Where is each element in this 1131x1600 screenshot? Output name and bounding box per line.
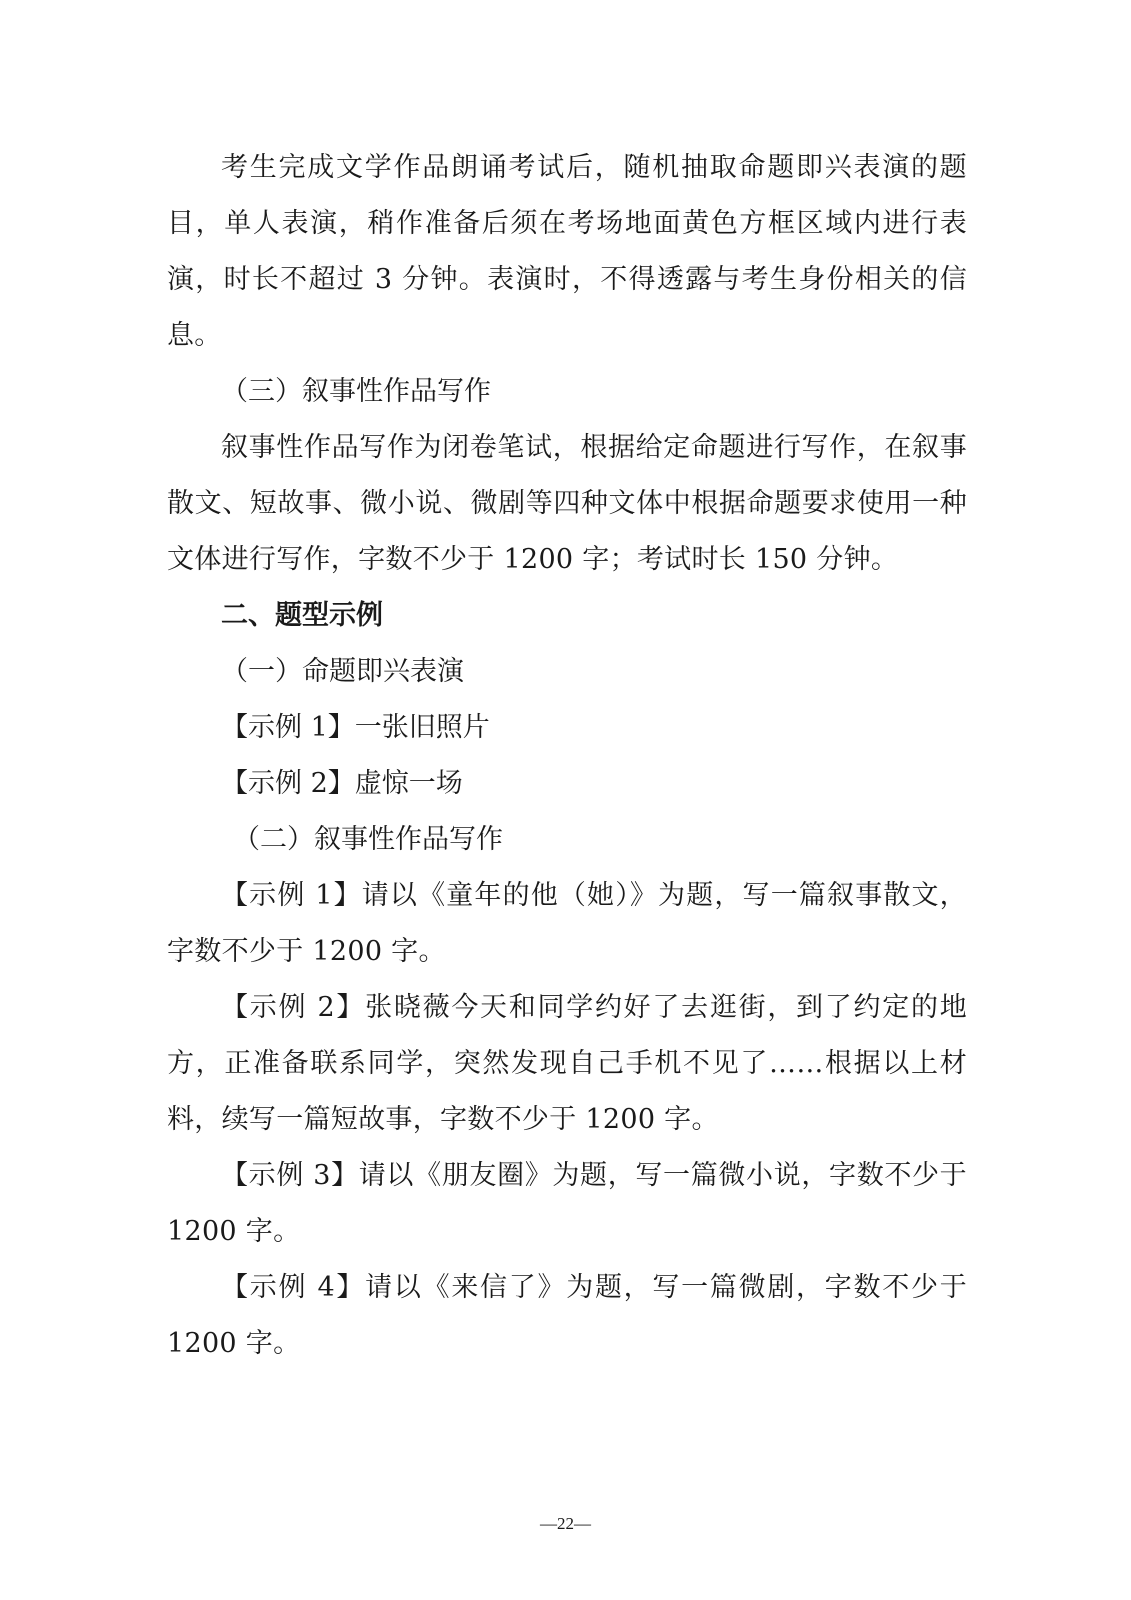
subsection-heading-improv: （一）命题即兴表演 bbox=[221, 656, 464, 687]
section-heading-narrative-writing: （三）叙事性作品写作 bbox=[221, 376, 491, 407]
page-number: —22— bbox=[540, 1514, 591, 1533]
writing-example-2: 【示例 2】张晓薇今天和同学约好了去逛街，到了约定的地方，正准备联系同学，突然发现自己手机不见了……根据以上材料，续写一篇短故事，字数不少于 1200 字。 bbox=[167, 992, 967, 1135]
paragraph-writing-rules: 叙事性作品写作为闭卷笔试，根据给定命题进行写作，在叙事散文、短故事、微小说、微剧等四种文体中根据命题要求使用一种文体进行写作，字数不少于 1200 字；考试时长 150 分钟。 bbox=[167, 432, 967, 575]
improv-example-1: 【示例 1】一张旧照片 bbox=[221, 712, 490, 743]
document-body bbox=[167, 140, 967, 1372]
writing-example-1: 【示例 1】请以《童年的他（她）》为题，写一篇叙事散文，字数不少于 1200 字。 bbox=[167, 880, 967, 967]
paragraph-improv-rules: 考生完成文学作品朗诵考试后，随机抽取命题即兴表演的题目，单人表演，稍作准备后须在考场地面黄色方框区域内进行表演，时长不超过 3 分钟。表演时，不得透露与考生身份相关的信息。 bbox=[167, 152, 967, 351]
improv-example-2: 【示例 2】虚惊一场 bbox=[221, 768, 463, 799]
writing-example-3: 【示例 3】请以《朋友圈》为题，写一篇微小说，字数不少于 1200 字。 bbox=[167, 1160, 967, 1247]
writing-example-4: 【示例 4】请以《来信了》为题，写一篇微剧，字数不少于 1200 字。 bbox=[167, 1272, 967, 1359]
section-heading-examples: 二、题型示例 bbox=[221, 600, 383, 631]
subsection-heading-writing: （二）叙事性作品写作 bbox=[233, 824, 503, 855]
